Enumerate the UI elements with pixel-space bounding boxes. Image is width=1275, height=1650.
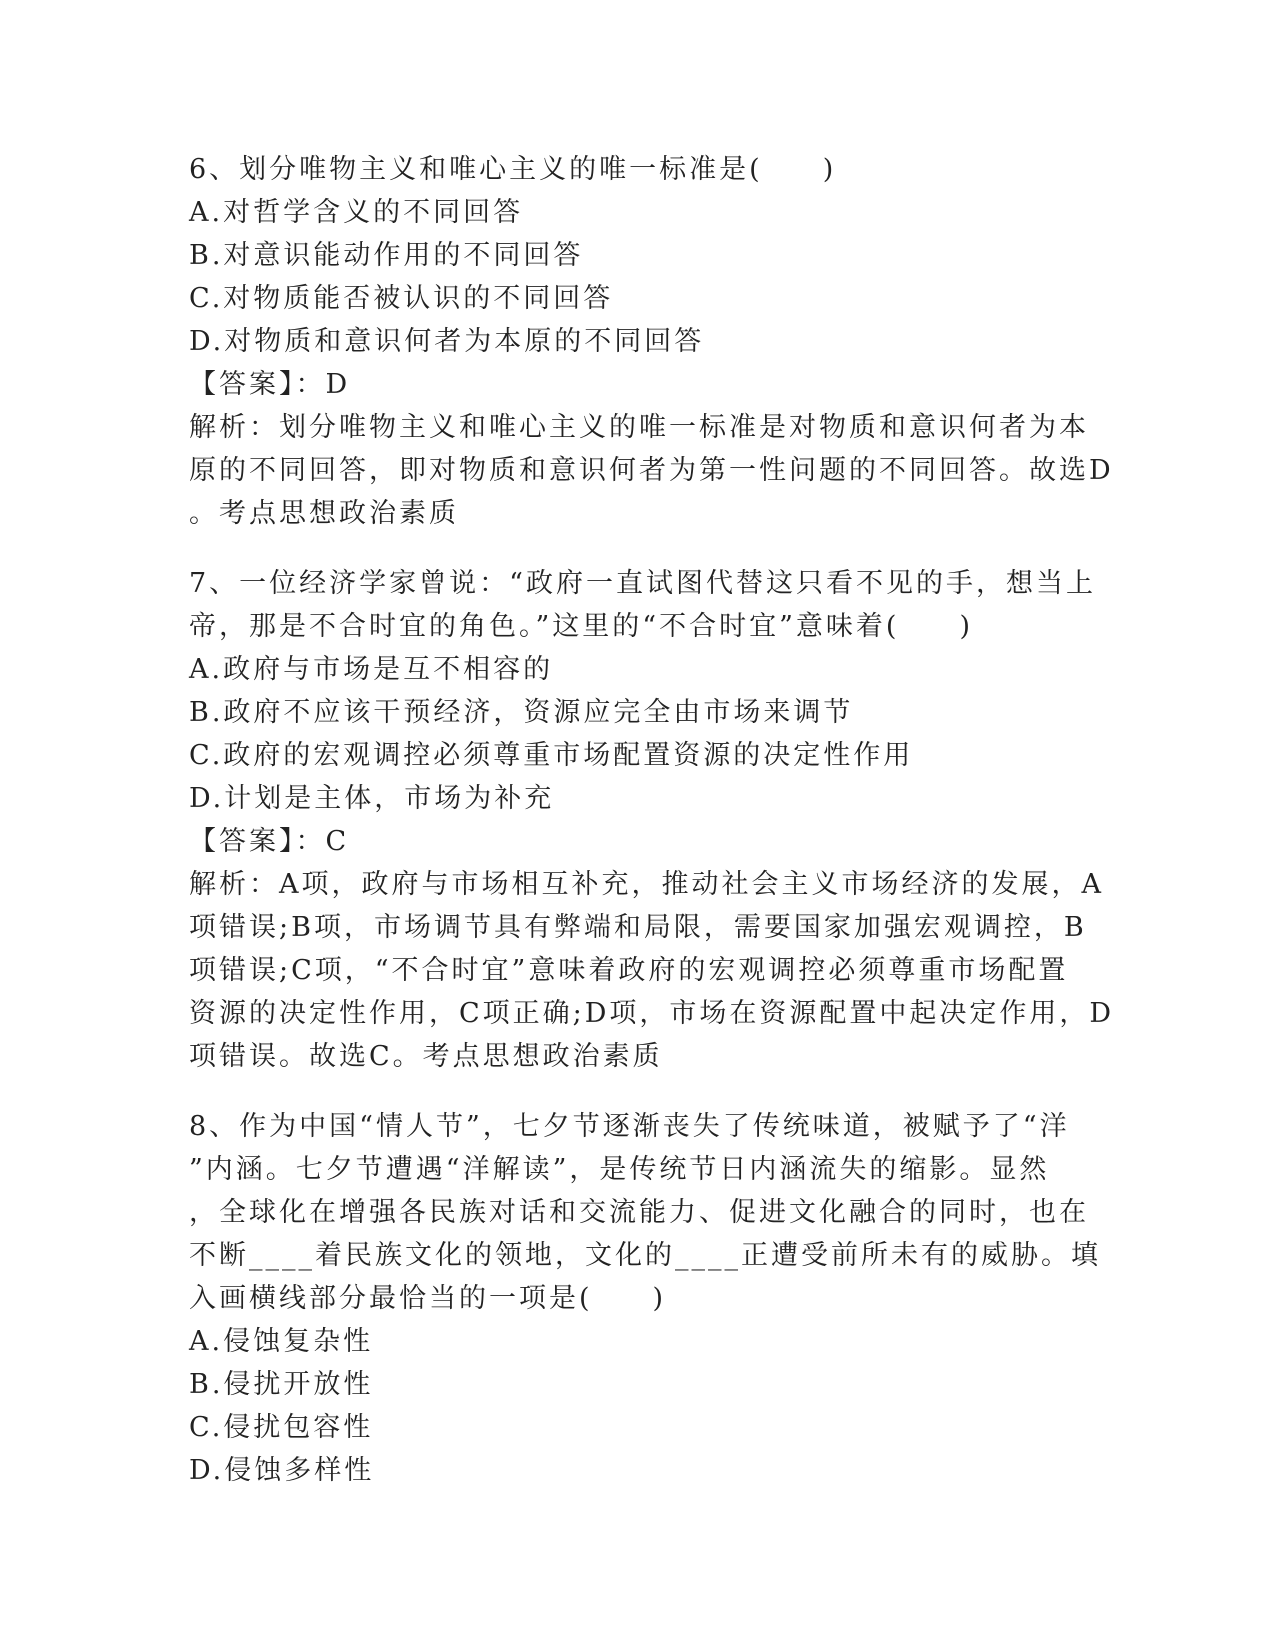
answer: 【答案】：D — [189, 369, 351, 400]
question-6 — [189, 148, 1114, 535]
analysis-line: 原的不同回答，即对物质和意识何者为第一性问题的不同回答。故选D — [189, 455, 1114, 486]
option-b: B.对意识能动作用的不同回答 — [189, 240, 584, 271]
analysis-line: 项错误;C项，“不合时宜”意味着政府的宏观调控必须尊重市场配置 — [189, 955, 1069, 986]
option-b: B.政府不应该干预经济，资源应完全由市场来调节 — [189, 697, 854, 728]
document-page — [189, 148, 1115, 1492]
analysis-line: 项错误;B项，市场调节具有弊端和局限，需要国家加强宏观调控，B — [189, 912, 1087, 943]
option-a: A.政府与市场是互不相容的 — [189, 654, 554, 685]
answer: 【答案】：C — [189, 826, 350, 857]
question-stem: 不断____着民族文化的领地，文化的____正遭受前所未有的威胁。填 — [189, 1240, 1101, 1271]
question-stem: ，全球化在增强各民族对话和交流能力、促进文化融合的同时，也在 — [189, 1197, 1089, 1228]
question-stem: 6、划分唯物主义和唯心主义的唯一标准是( ) — [189, 154, 837, 185]
question-stem: 入画横线部分最恰当的一项是( ) — [189, 1283, 667, 1314]
option-c: C.对物质能否被认识的不同回答 — [189, 283, 614, 314]
option-a: A.对哲学含义的不同回答 — [189, 197, 524, 228]
analysis-line: 解析：划分唯物主义和唯心主义的唯一标准是对物质和意识何者为本 — [189, 412, 1089, 443]
question-stem: 7、一位经济学家曾说：“政府一直试图代替这只看不见的手，想当上 — [189, 568, 1096, 599]
analysis-line: 项错误。故选C。考点思想政治素质 — [189, 1041, 663, 1072]
analysis-line: 解析：A项，政府与市场相互补充，推动社会主义市场经济的发展，A — [189, 869, 1104, 900]
option-b: B.侵扰开放性 — [189, 1369, 374, 1400]
option-c: C.侵扰包容性 — [189, 1412, 374, 1443]
option-c: C.政府的宏观调控必须尊重市场配置资源的决定性作用 — [189, 740, 914, 771]
option-a: A.侵蚀复杂性 — [189, 1326, 374, 1357]
question-stem: 帝，那是不合时宜的角色。”这里的“不合时宜”意味着( ) — [189, 611, 973, 642]
analysis-line: 。考点思想政治素质 — [189, 498, 459, 529]
option-d: D.侵蚀多样性 — [189, 1455, 375, 1486]
analysis-line: 资源的决定性作用，C项正确;D项，市场在资源配置中起决定作用，D — [189, 998, 1115, 1029]
question-stem: 8、作为中国“情人节”，七夕节逐渐丧失了传统味道，被赋予了“洋 — [189, 1111, 1070, 1142]
option-d: D.计划是主体，市场为补充 — [189, 783, 555, 814]
question-8 — [189, 1105, 1101, 1492]
question-stem: ”内涵。七夕节遭遇“洋解读”，是传统节日内涵流失的缩影。显然 — [189, 1154, 1050, 1185]
option-d: D.对物质和意识何者为本原的不同回答 — [189, 326, 705, 357]
question-7 — [189, 562, 1115, 1078]
